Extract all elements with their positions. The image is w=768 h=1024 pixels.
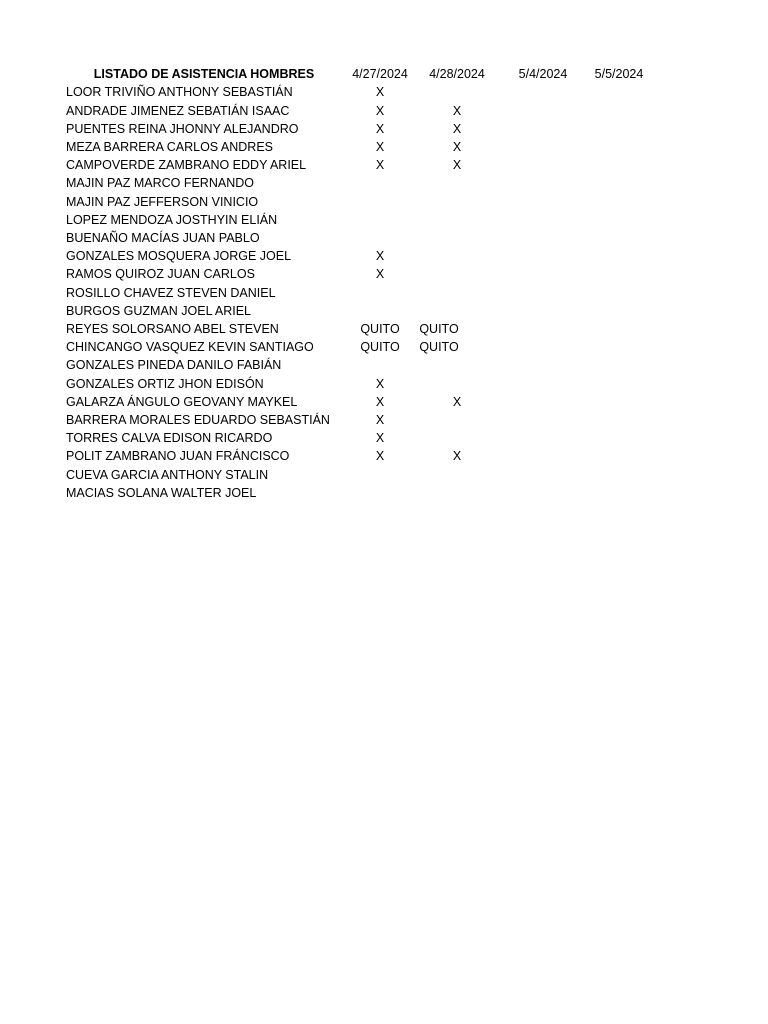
attendance-row — [0, 375, 768, 393]
attendance-mark-day2 — [427, 411, 487, 429]
attendance-mark-day2 — [427, 284, 487, 302]
attendance-mark-day1 — [350, 193, 410, 211]
attendance-mark-day2 — [427, 83, 487, 101]
attendance-row — [0, 284, 768, 302]
attendance-mark-day1: X — [375, 449, 385, 464]
attendance-mark-day2: X — [452, 449, 462, 464]
student-name: CUEVA GARCIA ANTHONY STALIN — [66, 467, 269, 482]
student-name: LOOR TRIVIÑO ANTHONY SEBASTIÁN — [66, 85, 293, 100]
attendance-row — [0, 120, 768, 138]
date-header-4: 5/5/2024 — [594, 67, 644, 81]
sheet-title: LISTADO DE ASISTENCIA HOMBRES — [93, 67, 315, 81]
attendance-mark-day1: X — [375, 394, 385, 409]
attendance-row — [0, 211, 768, 229]
attendance-mark-day2: X — [452, 394, 462, 409]
attendance-mark-day2 — [427, 229, 487, 247]
attendance-row — [0, 338, 768, 356]
student-name: BURGOS GUZMAN JOEL ARIEL — [66, 303, 251, 318]
student-name: CHINCANGO VASQUEZ KEVIN SANTIAGO — [66, 340, 314, 355]
attendance-row — [0, 247, 768, 265]
date-header-1: 4/27/2024 — [352, 67, 408, 81]
student-name: GALARZA ÁNGULO GEOVANY MAYKEL — [66, 394, 298, 409]
attendance-mark-day1: X — [375, 249, 385, 264]
attendance-mark-day2: X — [452, 139, 462, 154]
attendance-mark-day2: X — [452, 158, 462, 173]
attendance-mark-day2 — [427, 375, 487, 393]
attendance-row — [0, 393, 768, 411]
attendance-row — [0, 102, 768, 120]
attendance-mark-day1 — [350, 302, 410, 320]
attendance-row — [0, 411, 768, 429]
attendance-row — [0, 356, 768, 374]
attendance-mark-day1 — [350, 229, 410, 247]
student-name: LOPEZ MENDOZA JOSTHYIN ELIÁN — [66, 212, 278, 227]
attendance-mark-day1: QUITO — [360, 340, 400, 355]
attendance-mark-day2 — [427, 356, 487, 374]
attendance-mark-day2: QUITO — [419, 340, 459, 355]
student-name: MAJIN PAZ JEFFERSON VINICIO — [66, 194, 259, 209]
attendance-row — [0, 229, 768, 247]
student-name: PUENTES REINA JHONNY ALEJANDRO — [66, 121, 299, 136]
student-name: MAJIN PAZ MARCO FERNANDO — [66, 176, 254, 191]
attendance-mark-day1: X — [375, 412, 385, 427]
attendance-mark-day1: X — [375, 267, 385, 282]
attendance-mark-day1: X — [375, 376, 385, 391]
attendance-row — [0, 156, 768, 174]
attendance-row — [0, 193, 768, 211]
date-header-3: 5/4/2024 — [518, 67, 568, 81]
attendance-mark-day1: QUITO — [360, 321, 400, 336]
attendance-row — [0, 320, 768, 338]
student-name: GONZALES PINEDA DANILO FABIÁN — [66, 358, 282, 373]
attendance-mark-day2 — [427, 466, 487, 484]
student-name: RAMOS QUIROZ JUAN CARLOS — [66, 267, 255, 282]
student-name: REYES SOLORSANO ABEL STEVEN — [66, 321, 279, 336]
student-name: GONZALES ORTIZ JHON EDISÓN — [66, 376, 264, 391]
attendance-row — [0, 174, 768, 192]
attendance-mark-day1: X — [375, 85, 385, 100]
attendance-mark-day2 — [427, 247, 487, 265]
attendance-mark-day2: X — [452, 103, 462, 118]
attendance-mark-day2 — [427, 174, 487, 192]
attendance-mark-day1 — [350, 466, 410, 484]
date-header-2: 4/28/2024 — [429, 67, 485, 81]
attendance-mark-day2 — [427, 429, 487, 447]
student-name: POLIT ZAMBRANO JUAN FRÁNCISCO — [66, 449, 290, 464]
attendance-row — [0, 265, 768, 283]
attendance-mark-day2: QUITO — [419, 321, 459, 336]
attendance-mark-day1: X — [375, 103, 385, 118]
attendance-mark-day1 — [350, 174, 410, 192]
attendance-mark-day2 — [427, 302, 487, 320]
student-name: ROSILLO CHAVEZ STEVEN DANIEL — [66, 285, 276, 300]
header-row — [0, 65, 768, 83]
student-name: CAMPOVERDE ZAMBRANO EDDY ARIEL — [66, 158, 307, 173]
attendance-mark-day2 — [427, 265, 487, 283]
attendance-mark-day2 — [427, 193, 487, 211]
attendance-row — [0, 138, 768, 156]
attendance-mark-day2 — [427, 211, 487, 229]
attendance-row — [0, 429, 768, 447]
attendance-mark-day1: X — [375, 158, 385, 173]
attendance-mark-day1 — [350, 284, 410, 302]
attendance-row — [0, 83, 768, 101]
attendance-mark-day1 — [350, 356, 410, 374]
attendance-row — [0, 302, 768, 320]
student-name: TORRES CALVA EDISON RICARDO — [66, 431, 273, 446]
student-name: BUENAÑO MACÍAS JUAN PABLO — [66, 230, 260, 245]
student-name: GONZALES MOSQUERA JORGE JOEL — [66, 249, 292, 264]
attendance-mark-day1: X — [375, 121, 385, 136]
attendance-mark-day1 — [350, 211, 410, 229]
attendance-row — [0, 466, 768, 484]
attendance-mark-day1: X — [375, 139, 385, 154]
student-name: BARRERA MORALES EDUARDO SEBASTIÁN — [66, 412, 330, 427]
attendance-mark-day1 — [350, 484, 410, 502]
attendance-mark-day1: X — [375, 431, 385, 446]
attendance-mark-day2: X — [452, 121, 462, 136]
student-name: ANDRADE JIMENEZ SEBATIÁN ISAAC — [66, 103, 290, 118]
attendance-row — [0, 447, 768, 465]
student-name: MEZA BARRERA CARLOS ANDRES — [66, 139, 274, 154]
attendance-mark-day2 — [427, 484, 487, 502]
student-name: MACIAS SOLANA WALTER JOEL — [66, 485, 257, 500]
attendance-row — [0, 484, 768, 502]
